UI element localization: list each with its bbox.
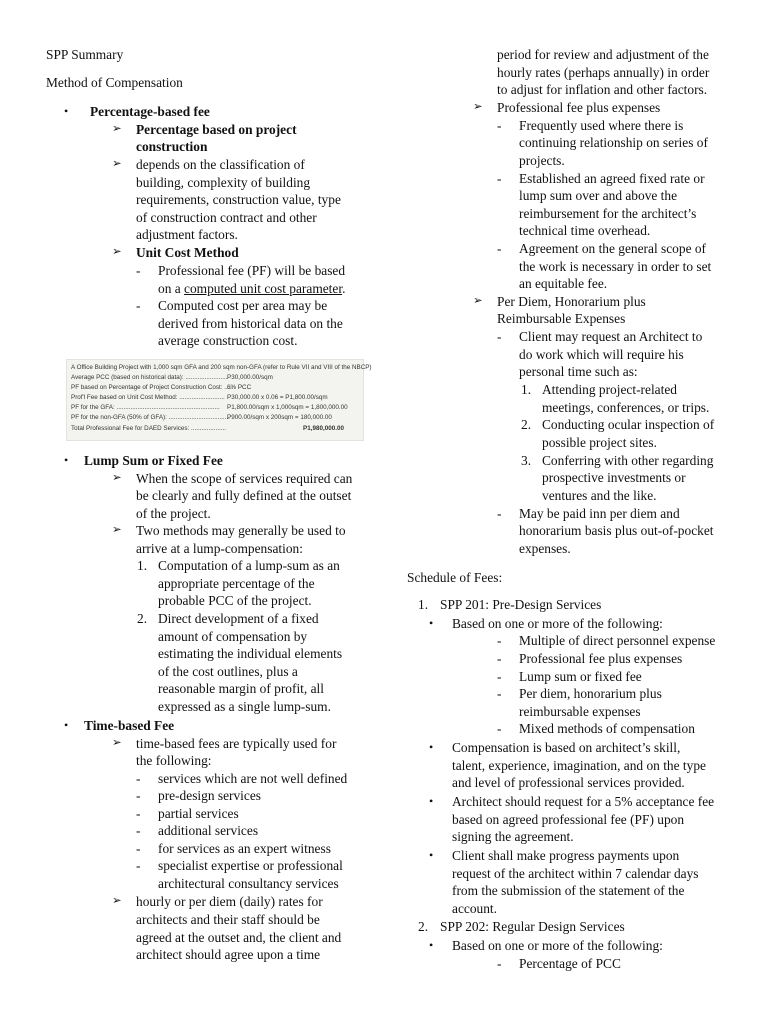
sub-heading-line: Percentage based on project	[136, 122, 297, 137]
doc-title: SPP Summary	[46, 47, 124, 62]
arrow-bullet-icon: ➢	[112, 524, 122, 536]
dash-bullet: -	[136, 298, 141, 313]
dash-bullet: -	[497, 669, 502, 684]
bullet-icon: •	[429, 740, 434, 754]
text-line: Conferring with other regarding	[542, 453, 714, 468]
dash-bullet: -	[497, 118, 502, 133]
text-line: agreed at the outset and, the client and	[136, 930, 342, 945]
arrow-bullet-icon: ➢	[112, 737, 122, 749]
calc-total-value: P1,980,000.00	[303, 425, 344, 432]
text-line: arrive at a lump-compensation:	[136, 541, 303, 556]
text-line: expenses.	[519, 541, 571, 556]
list-item: Professional fee plus expenses	[519, 651, 683, 666]
calc-row-value: 6% PCC	[227, 384, 252, 391]
text-line: Conducting ocular inspection of	[542, 417, 715, 432]
text-line: request of the architect within 7 calendar days	[452, 866, 699, 881]
text-line: When the scope of services required can	[136, 471, 353, 486]
text-line: ventures and the like.	[542, 488, 657, 503]
calc-row-label: PF for the GFA: ...........................................................	[71, 404, 220, 411]
text-line: time-based fees are typically used for	[136, 736, 337, 751]
calc-row-label: PF for the non-GFA (50% of GFA): ...................................	[71, 414, 230, 421]
text-line: Direct development of a fixed	[158, 611, 319, 626]
arrow-bullet-icon: ➢	[473, 295, 483, 307]
calc-row-label: Prof'l Fee based on Unit Cost Method: ..........................	[71, 394, 225, 401]
text-line: reimbursement for the architect’s	[519, 206, 697, 221]
heading-percentage-fee: Percentage-based fee	[90, 104, 210, 119]
dash-bullet: -	[136, 823, 141, 838]
list-item: specialist expertise or professional	[158, 858, 343, 873]
text-line: an equitable fee.	[519, 276, 608, 291]
text-line: architects and their staff should be	[136, 912, 320, 927]
text-line: signing the agreement.	[452, 829, 574, 844]
calc-row-value: P1,800.00/sqm x 1,000sqm = 1,800,000.00	[227, 404, 348, 411]
dash-bullet: -	[497, 956, 502, 971]
heading-time-based-fee: Time-based Fee	[84, 718, 175, 733]
heading-professional-fee-plus-expenses: Professional fee plus expenses	[497, 100, 661, 115]
text-line: Established an agreed fixed rate or	[519, 171, 705, 186]
calc-row-label: A Office Building Project with 1,000 sqm GFA and 200 sqm non-GFA (refer to Rule VII and VIII of the NBCP)	[71, 364, 372, 371]
text-line: adjustment factors.	[136, 227, 238, 242]
text-line: be clearly and fully defined at the outset	[136, 488, 352, 503]
list-number: 3.	[521, 453, 532, 468]
dash-bullet: -	[136, 771, 141, 786]
text-line: talent, experience, imagination, and on the type	[452, 758, 706, 773]
text-line: expressed as a single lump-sum.	[158, 699, 331, 714]
text-line: building, complexity of building	[136, 175, 311, 190]
dash-bullet: -	[136, 806, 141, 821]
dash-bullet: -	[136, 841, 141, 856]
text-line: derived from historical data on the	[158, 316, 343, 331]
text-line: the work is necessary in order to set	[519, 259, 712, 274]
text-line: Based on one or more of the following:	[452, 938, 663, 953]
text-fragment: on a	[158, 281, 185, 296]
text-line: Attending project-related	[542, 382, 677, 397]
text-line: from the submission of the statement of the	[452, 883, 685, 898]
list-item: partial services	[158, 806, 239, 821]
list-number: 2.	[418, 919, 429, 934]
text-line: continuing relationship on series of	[519, 135, 708, 150]
arrow-bullet-icon: ➢	[112, 895, 122, 907]
text-line: appropriate percentage of the	[158, 576, 315, 591]
list-item: Per diem, honorarium plus	[519, 686, 662, 701]
heading-lump-sum: Lump Sum or Fixed Fee	[84, 453, 223, 468]
heading-per-diem: Reimbursable Expenses	[497, 311, 626, 326]
text-line: hourly rates (perhaps annually) in order	[497, 65, 710, 80]
text-line: Architect should request for a 5% acceptance fee	[452, 794, 715, 809]
text-line: estimating the individual elements	[158, 646, 343, 661]
calc-row-value: P900.00/sqm x 200sqm = 180,000.00	[227, 414, 332, 421]
calc-row-label: Average PCC (based on historical data): ........................	[71, 374, 228, 381]
section-heading-schedule: Schedule of Fees:	[407, 570, 503, 585]
text-line: Computed cost per area may be	[158, 298, 328, 313]
list-item: Percentage of PCC	[519, 956, 621, 971]
calc-row-value: P30,000.00/sqm	[227, 374, 273, 381]
dash-bullet: -	[497, 633, 502, 648]
dash-bullet: -	[497, 241, 502, 256]
list-item: for services as an expert witness	[158, 841, 331, 856]
text-line: technical time overhead.	[519, 223, 651, 238]
text-line: do work which will require his	[519, 347, 684, 362]
text-line: Client shall make progress payments upon	[452, 848, 680, 863]
bullet-icon: •	[429, 616, 434, 630]
text-line: personal time such as:	[519, 364, 638, 379]
text-line: Computation of a lump-sum as an	[158, 558, 340, 573]
list-item: services which are not well defined	[158, 771, 348, 786]
text-line: average construction cost.	[158, 333, 298, 348]
text-line: reasonable margin of profit, all	[158, 681, 324, 696]
text-line: honorarium basis plus out-of-pocket	[519, 523, 714, 538]
text-line: to adjust for inflation and other factors.	[497, 82, 708, 97]
text-line: possible project sites.	[542, 435, 657, 450]
calc-row-label: PF based on Percentage of Project Construction Cost: .....	[71, 384, 234, 391]
arrow-bullet-icon: ➢	[112, 246, 122, 258]
list-item: Lump sum or fixed fee	[519, 669, 642, 684]
dash-bullet: -	[497, 686, 502, 701]
dash-bullet: -	[136, 858, 141, 873]
calc-row-label: Total Professional Fee for DAED Services: ....................	[71, 425, 227, 432]
calc-row-value: P30,000.00 x 0.06 = P1,800.00/sqm	[227, 394, 328, 401]
text-line: requirements, construction value, type	[136, 192, 341, 207]
dash-bullet: -	[497, 506, 502, 521]
sub-heading-unit-cost: Unit Cost Method	[136, 245, 239, 260]
list-item: architectural consultancy services	[158, 876, 339, 891]
bullet-icon: •	[64, 718, 69, 732]
heading-per-diem: Per Diem, Honorarium plus	[497, 294, 646, 309]
text-line: of the cost outlines, plus a	[158, 664, 298, 679]
text-line: depends on the classification of	[136, 157, 305, 172]
text-line: Professional fee (PF) will be based	[158, 263, 346, 278]
bullet-icon: •	[64, 453, 69, 467]
underlined-term: computed unit cost parameter	[184, 281, 343, 296]
text-line: architect should agree upon a time	[136, 947, 321, 962]
list-item: Mixed methods of compensation	[519, 721, 695, 736]
text-line: the following:	[136, 753, 212, 768]
text-line: based on agreed professional fee (PF) upon	[452, 812, 685, 827]
text-line: May be paid inn per diem and	[519, 506, 680, 521]
text-line	[158, 280, 345, 298]
text-line: amount of compensation by	[158, 629, 308, 644]
list-number: 1.	[137, 558, 148, 573]
list-item: additional services	[158, 823, 259, 838]
text-line: Frequently used where there is	[519, 118, 684, 133]
text-line: lump sum over and above the	[519, 188, 678, 203]
text-line: hourly or per diem (daily) rates for	[136, 894, 323, 909]
arrow-bullet-icon: ➢	[112, 472, 122, 484]
list-item: reimbursable expenses	[519, 704, 641, 719]
list-number: 2.	[137, 611, 148, 626]
text-line: period for review and adjustment of the	[497, 47, 709, 62]
text-line: projects.	[519, 153, 565, 168]
arrow-bullet-icon: ➢	[473, 101, 483, 113]
text-line: account.	[452, 901, 497, 916]
list-number: 1.	[418, 597, 429, 612]
sub-heading-line: construction	[136, 139, 208, 154]
spp-201-title: SPP 201: Pre-Design Services	[440, 597, 602, 612]
text-line: Two methods may generally be used to	[136, 523, 346, 538]
list-item: pre-design services	[158, 788, 261, 803]
text-fragment: .	[342, 281, 346, 296]
text-line: meetings, conferences, or trips.	[542, 400, 710, 415]
spp-202-title: SPP 202: Regular Design Services	[440, 919, 625, 934]
dash-bullet: -	[136, 788, 141, 803]
text-line: of the project.	[136, 506, 211, 521]
text-line: prospective investments or	[542, 470, 686, 485]
list-item: Multiple of direct personnel expense	[519, 633, 716, 648]
dash-bullet: -	[497, 651, 502, 666]
bullet-icon: •	[429, 938, 434, 952]
section-heading: Method of Compensation	[46, 75, 183, 90]
text-line: Client may request an Architect to	[519, 329, 703, 344]
text-line: Agreement on the general scope of	[519, 241, 707, 256]
text-line: Based on one or more of the following:	[452, 616, 663, 631]
dash-bullet: -	[497, 721, 502, 736]
bullet-icon: •	[429, 848, 434, 862]
bullet-icon: •	[429, 794, 434, 808]
arrow-bullet-icon: ➢	[112, 158, 122, 170]
list-number: 1.	[521, 382, 532, 397]
text-line: probable PCC of the project.	[158, 593, 312, 608]
bullet-icon: •	[64, 104, 69, 118]
fee-computation-figure	[66, 359, 372, 441]
arrow-bullet-icon: ➢	[112, 123, 122, 135]
text-line: of construction contract and other	[136, 210, 317, 225]
text-line: and level of professional services provided.	[452, 775, 685, 790]
text-line: Compensation is based on architect’s skill,	[452, 740, 681, 755]
dash-bullet: -	[136, 263, 141, 278]
dash-bullet: -	[497, 329, 502, 344]
dash-bullet: -	[497, 171, 502, 186]
list-number: 2.	[521, 417, 532, 432]
